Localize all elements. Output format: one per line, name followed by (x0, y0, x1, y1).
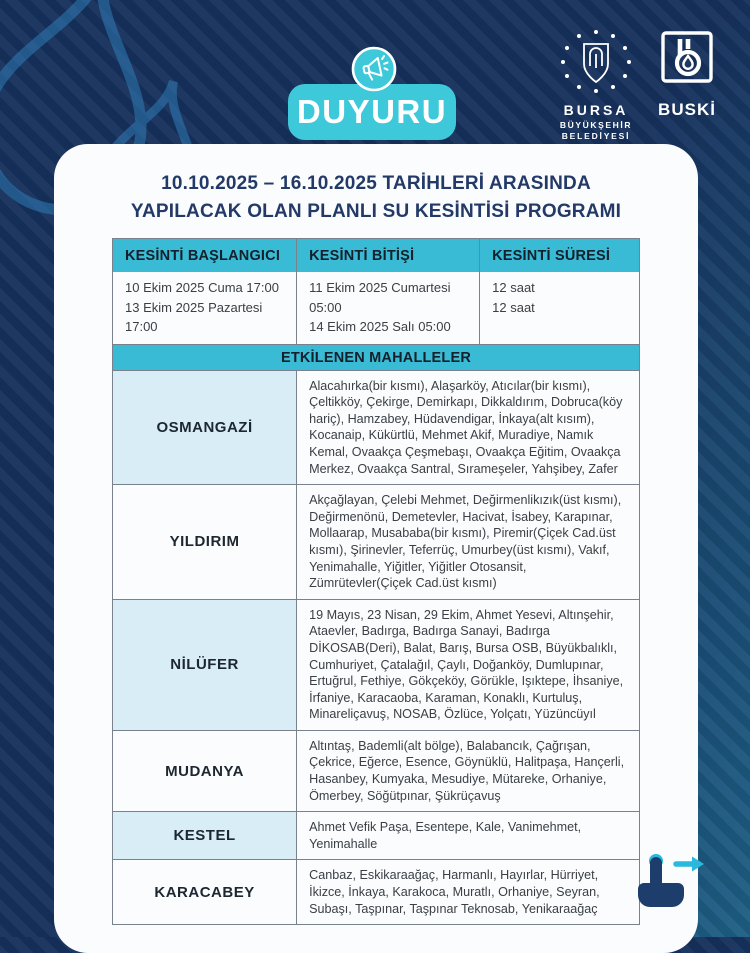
badge-label: DUYURU (296, 93, 448, 130)
bursa-logo-line3: BELEDİYESİ (561, 131, 631, 141)
announcement-card (54, 144, 698, 953)
district-neighborhoods: Ahmet Vefik Paşa, Esentepe, Kale, Vanimehmet, Yenimahalle (309, 820, 582, 851)
swipe-right-hand-icon (634, 851, 708, 913)
district-name: KESTEL (113, 812, 297, 859)
outage-schedule-table (112, 238, 640, 344)
district-name: YILDIRIM (113, 485, 297, 599)
end-times-cell (297, 272, 480, 344)
start-time-2: 13 Ekim 2025 Pazartesi 17:00 (125, 299, 263, 335)
buski-emblem-icon (660, 30, 714, 88)
district-neighborhoods: Canbaz, Eskikaraağaç, Harmanlı, Hayırlar, Hürriyet, İkizce, İnkaya, Karakoca, Muratlı, Orhaniye, Seyran, Subaşı, Taşpınar, Taşpınar Teknosab, Yenikaraağaç (309, 868, 600, 916)
buski-logo (658, 30, 716, 120)
district-neighborhoods: 19 Mayıs, 23 Nisan, 29 Ekim, Ahmet Yesevi, Altınşehir, Ataevler, Badırga, Badırga Sanayi, Badırga DİKOSAB(Deri), Balat, Barış, Bursa OSB, Büyükbalıklı, Cumhuriyet, Çatalağıl, Çaylı, Doğanköy, Dumlupınar, Ertuğrul, Fethiye, Gökçeköy, Görükle, Işıktepe, İhsaniye, İrfaniye, Karacaoba, Karaman, Konaklı, Kurtuluş, Minareliçavuş, NOSAB, Özlüce, Yolçatı, Yüzüncüyıl (309, 607, 624, 722)
durations-cell (480, 272, 639, 344)
district-neighborhoods: Alacahırka(bir kısmı), Alaşarköy, Atıcılar(bir kısmı), Çeltikköy, Çekirge, Demirkapı, Dikkaldırım, Dobruca(köy hariç), Hamzabey, Hüdavendigar, İnkaya(alt kısım), Kocanaip, Kükürtlü, Mehmet Akif, Muradiye, Namık Kemal, Ovaakça Çeşmebaşı, Ovaakça Eğitim, Ovaakça Merkez, Ovaakça Santral, Sırameşeler, Yahşibey, Zafer (309, 378, 623, 476)
logos (558, 28, 716, 141)
district-name: NİLÜFER (113, 600, 297, 730)
page-title (112, 170, 640, 225)
title-line2: YAPILACAK OLAN PLANLI SU KESİNTİSİ PROGRAMI (130, 200, 622, 222)
bursa-metropolitan-municipality-logo (558, 28, 634, 141)
district-neighborhoods: Akçağlayan, Çelebi Mehmet, Değirmenlikızık(üst kısmı), Değirmenönü, Demetevler, Hacivat, İsabey, Karapınar, Mollaarap, Musababa(bir kısmı), Piremir(Çiçek Cad.üst kısmı), Şirinevler, Teferrüç, Umurbey(üst kısmı), Vakıf, Yenimahalle, Yiğitler, Yiğitler Otosansit, Zümrütevler(Çiçek Cad.üst kısmı) (309, 493, 622, 591)
start-times-cell (113, 272, 297, 344)
bursa-logo-line1: BURSA (563, 102, 629, 118)
column-header-start: KESİNTİ BAŞLANGICI (113, 239, 297, 272)
district-name: KARACABEY (113, 860, 297, 924)
duration-1: 12 saat (492, 280, 535, 296)
bursa-crest-icon (558, 28, 634, 94)
table-row (113, 811, 639, 859)
district-name: OSMANGAZİ (113, 371, 297, 485)
table-row (113, 484, 639, 599)
districts-table (112, 370, 640, 926)
duration-2: 12 saat (492, 299, 535, 315)
title-line1: 10.10.2025 – 16.10.2025 TARİHLERİ ARASINDA (161, 173, 591, 194)
column-header-end: KESİNTİ BİTİŞİ (297, 239, 480, 272)
table-row (113, 599, 639, 730)
start-time-1: 10 Ekim 2025 Cuma 17:00 (125, 280, 279, 296)
table-row (113, 859, 639, 924)
district-name: MUDANYA (113, 731, 297, 811)
district-neighborhoods: Altıntaş, Bademli(alt bölge), Balabancık, Çağrışan, Çekrice, Eğerce, Esence, Göynüklü, Halitpaşa, Hançerli, Hasanbey, Kumyaka, Mesudiye, Mütareke, Orhaniye, Ömerbey, Söğütpınar, Şükrüçavuş (309, 738, 625, 803)
end-time-1: 11 Ekim 2025 Cumartesi 05:00 (309, 280, 451, 315)
end-time-2: 14 Ekim 2025 Salı 05:00 (309, 319, 451, 335)
table-row (113, 730, 639, 811)
affected-neighborhoods-header: ETKİLENEN MAHALLELER (112, 344, 640, 370)
table-row (113, 371, 639, 485)
column-header-duration: KESİNTİ SÜRESİ (480, 239, 639, 272)
bursa-logo-line2: BÜYÜKŞEHİR (559, 120, 633, 130)
duyuru-badge (288, 84, 456, 140)
megaphone-icon (351, 46, 397, 92)
buski-logo-label: BUSKİ (658, 100, 716, 119)
